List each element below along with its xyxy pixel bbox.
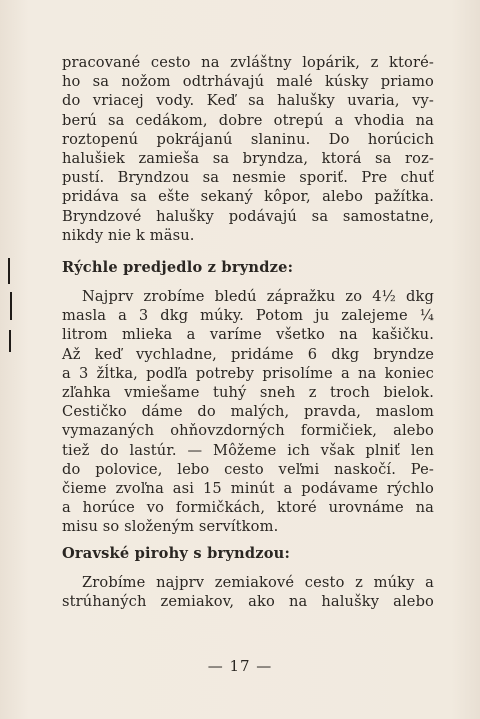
margin-mark — [10, 292, 12, 320]
text-line: do polovice, lebo cesto veľmi naskočí. Pe- — [62, 460, 434, 478]
recipe-heading: Oravské pirohy s bryndzou: — [62, 545, 291, 562]
text-line: pridáva sa ešte sekaný kôpor, alebo pažítka. — [62, 188, 434, 206]
text-line: ho sa nožom odtrhávajú malé kúsky priamo — [62, 73, 434, 91]
text-line: Zrobíme najprv zemiakové cesto z múky a — [82, 574, 434, 591]
text-line: roztopenú pokrájanú slaninu. Do horúcich — [62, 130, 434, 148]
text-line: nikdy nie k mäsu. — [62, 226, 195, 244]
text-line: masla a 3 dkg múky. Potom ju zalejeme ¼ — [62, 307, 434, 325]
paragraph-rychle-predjedlo — [62, 287, 434, 536]
text-line: čieme zvoľna asi 15 minút a podávame rýchlo — [62, 479, 434, 497]
text-line: pracované cesto na zvláštny lopárik, z ktoré- — [62, 54, 434, 71]
text-line: tiež do lastúr. — Môžeme ich však plniť len — [62, 441, 434, 459]
paragraph-oravske-pirohy — [62, 573, 434, 611]
text-line: Cestičko dáme do malých, pravda, maslom — [62, 403, 434, 421]
text-line: Až keď vychladne, pridáme 6 dkg bryndze — [62, 345, 434, 363]
text-line: misu so složeným servítkom. — [62, 518, 279, 536]
text-line: a 3 žĺtka, podľa potreby prisolíme a na koniec — [62, 364, 434, 382]
text-line: Bryndzové halušky podávajú sa samostatne, — [62, 207, 434, 225]
paragraph-halusky-continued — [62, 53, 434, 245]
recipe-heading: Rýchle predjedlo z bryndze: — [62, 259, 294, 276]
text-line: halušiek zamieša sa bryndza, ktorá sa roz- — [62, 149, 434, 167]
text-line: strúhaných zemiakov, ako na halušky alebo — [62, 593, 434, 611]
text-line: do vriacej vody. Keď sa halušky uvaria, vy- — [62, 92, 434, 110]
text-line: litrom mlieka a varíme všetko na kašičku. — [62, 326, 434, 344]
text-line: pustí. Bryndzou sa nesmie sporiť. Pre chuť — [62, 169, 434, 187]
margin-mark — [9, 330, 11, 352]
text-line: Najprv zrobíme bledú zápražku zo 4½ dkg — [82, 288, 434, 305]
text-line: a horúce vo formičkách, ktoré urovnáme na — [62, 499, 434, 517]
text-line: vymazaných ohňovzdorných formičiek, alebo — [62, 422, 434, 440]
text-line: zľahka vmiešame tuhý sneh z troch bielok. — [62, 383, 434, 401]
margin-mark — [8, 258, 10, 284]
page-number: — 17 — — [207, 657, 273, 675]
text-line: berú sa cedákom, dobre otrepú a vhodia na — [62, 111, 434, 129]
